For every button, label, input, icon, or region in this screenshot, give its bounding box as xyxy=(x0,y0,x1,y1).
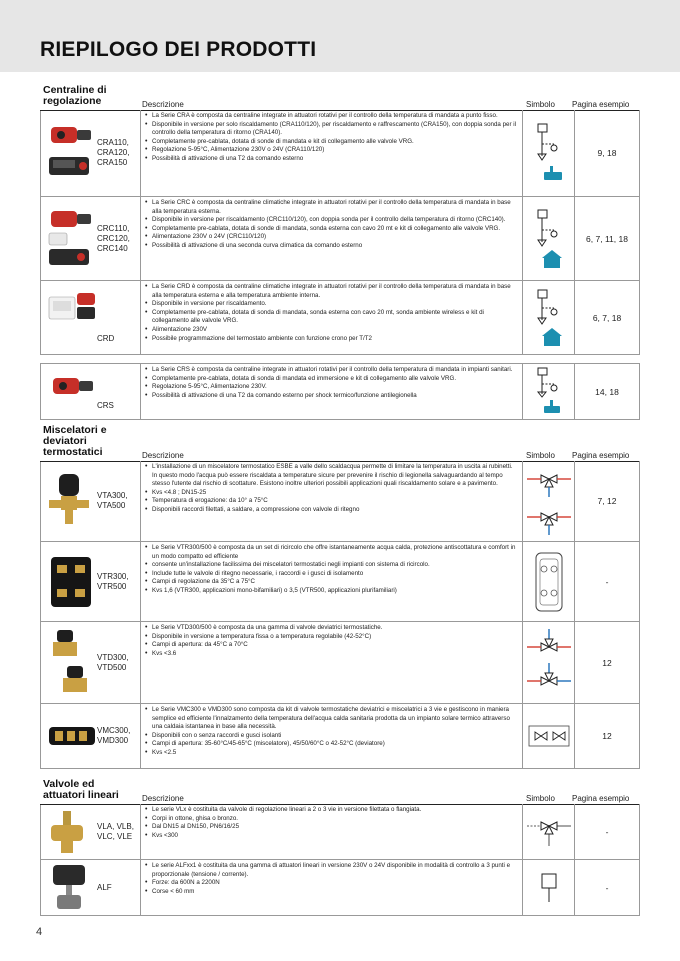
description-bullet: • Include tutte le valvole di ritegno necessarie, i raccordi e i gusci di isolamento xyxy=(145,570,518,579)
description-bullet: • Kvs 1,6 (VTR300, applicazioni mono-bifamiliari) o 3,5 (VTR500, applicazioni plurifamiliari) xyxy=(145,587,518,596)
section-miscelatori xyxy=(40,424,640,769)
section-header xyxy=(40,778,640,804)
page-reference: 9, 18 xyxy=(597,148,617,158)
page-reference: - xyxy=(605,576,609,587)
description-bullet: • Kvs <3.6 xyxy=(145,650,518,659)
description-bullet: • Kvs <2.5 xyxy=(145,749,518,758)
description-bullet: • Regolazione 5-95°C, Alimentazione 230V. xyxy=(145,383,518,392)
column-header-page: Pagina esempio xyxy=(572,794,630,803)
column-header-page: Pagina esempio xyxy=(572,451,630,460)
actuator-photo xyxy=(47,372,97,402)
page-reference: 12 xyxy=(602,657,612,668)
description-bullet: • Kvs <4.8 ; DN15-25 xyxy=(145,489,518,498)
valve-kit-symbol-icon xyxy=(525,716,573,756)
description-bullet: • Regolazione 5-95°C, Alimentazione 230V o 24V (CRA110/120) xyxy=(145,146,518,155)
product-code: ALF xyxy=(97,882,112,892)
product-code: VMC300, VMD300 xyxy=(97,726,131,745)
product-code: VTR300, VTR500 xyxy=(97,571,129,591)
table-row xyxy=(41,281,640,355)
page-reference: 6, 7, 18 xyxy=(592,312,622,323)
column-header-symbol: Simbolo xyxy=(526,100,555,109)
description-bullet: • Alimentazione 230V o 24V (CRC110/120) xyxy=(145,233,518,242)
description-bullet: • La Serie CRA è composta da centraline integrate in attuatori rotativi per il controllo della temperatura di mandata a punto fisso. xyxy=(145,112,518,121)
table-row xyxy=(41,622,640,704)
description-bullet: • Campi di apertura: da 45°C a 70°C xyxy=(145,641,518,650)
house-thermostat-symbol-icon xyxy=(532,286,566,350)
description-bullet: • Le Serie VMC300 e VMD300 sono composta da kit di valvole termostatiche deviatrici e miscelatrici a 3 vie e gestiscono in maniera semplice ed efficiente l'innalzamento della temperatura dell'acqua calda sanitaria prodotta da un impianto solare termico attraverso una caldaia istantanea in base alla necessità. xyxy=(145,706,518,732)
description-bullet: • Possibilità di attivazione di una seconda curva climatica da comando esterno xyxy=(145,242,518,251)
description-bullet: • Disponibile in versione a temperatura fissa o a temperatura regolabile (42-52°C) xyxy=(145,633,518,642)
table-row xyxy=(41,704,640,769)
column-header-symbol: Simbolo xyxy=(526,794,555,803)
description-bullet: • Le Serie VTR300/500 è composta da un set di ricircolo che offre istantaneamente acqua calda, protezione antiscottatura e comfort in un modo compatto ed efficiente xyxy=(145,544,518,561)
table-row xyxy=(41,110,640,197)
section-header xyxy=(40,84,640,110)
page-reference: 12 xyxy=(602,731,612,741)
description-bullet: • Le Serie VTD300/500 è composta da una gamma di valvole deviatrici termostatiche. xyxy=(145,624,518,633)
valve-kit-photo xyxy=(47,719,97,753)
description-bullet: • Disponibile in versione per solo riscaldamento (CRA110/120), per riscaldamento e raffrescamento (CRA150), con doppia sonda per il controllo della temperatura di ritorno (CRA140). xyxy=(145,121,518,138)
product-code: VTA300, VTA500 xyxy=(97,491,128,510)
page-reference: 14, 18 xyxy=(595,386,619,397)
description-bullet: • L'installazione di un miscelatore termostatico ESBE a valle dello scaldacqua permette di limitare la temperatura in uscita ai rubinetti. In questo modo l'acqua può essere riscaldata a temperature sicure per prevenire il rischio di legionella salvaguardando al tempo stesso l'utente dal rischio di scottature. Esistono inoltre ulteriori possibili applicazioni quali riscaldamento solare e a pavimento. xyxy=(145,463,518,489)
description-bullet: • La Serie CRD è composta da centraline climatiche integrate in attuatori rotativi per il controllo della temperatura di mandata in base alla temperatura esterna e alla temperatura ambiente interna. xyxy=(145,283,518,300)
description-bullet: • Possibile programmazione del termostato ambiente con funzione crono per T/T2 xyxy=(145,335,518,344)
section-valvole xyxy=(40,778,640,916)
column-header-symbol: Simbolo xyxy=(526,451,555,460)
description-bullet: • Completamente pre-cablata, dotata di sonde di mandata, sonda esterna con cavo 20 mt e kit di collegamento alle valvole VRG. xyxy=(145,225,518,234)
description-bullet: • Disponibile in versione per riscaldamento. xyxy=(145,300,518,309)
description-bullet: • Corse < 60 mm xyxy=(145,888,518,897)
table-row xyxy=(41,363,640,420)
tap-water-symbol-icon xyxy=(532,120,566,186)
description-bullet: • Possibilità di attivazione di una T2 da comando esterno per shock termico/funzione antilegionella xyxy=(145,392,518,401)
description-bullet: • Dal DN15 al DN150, PN6/16/25 xyxy=(145,823,518,832)
product-code: VTD300, VTD500 xyxy=(97,652,129,672)
diverting-valve-photo xyxy=(47,628,93,698)
linear-actuator-photo xyxy=(47,863,91,913)
linear-valve-symbol-icon xyxy=(525,812,573,852)
description-bullet: • Possibilità di attivazione di una T2 da comando esterno xyxy=(145,155,518,164)
mixing-valve-photo xyxy=(47,470,93,532)
section-title: Miscelatori e deviatori termostatici xyxy=(43,424,107,458)
diverting-valve-symbol-icon xyxy=(525,627,573,699)
page-reference: - xyxy=(605,826,609,837)
column-header-page: Pagina esempio xyxy=(572,100,630,109)
product-code: CRC110, CRC120, CRC140 xyxy=(97,223,130,253)
actuator-photo xyxy=(47,209,97,269)
description-bullet: • La Serie CRC è composta da centraline climatiche integrate in attuatori rotativi per il controllo della temperatura di mandata in base alla temperatura esterna. xyxy=(145,199,518,216)
product-code: VLA, VLB, VLC, VLE xyxy=(97,821,134,841)
table-row xyxy=(41,197,640,281)
table-row xyxy=(41,461,640,542)
actuator-photo xyxy=(47,289,97,333)
description-bullet: • Completamente pre-cablata, dotata di sonda di mandata, sonda esterna con cavo 20 mt, sonda ambiente wireless e kit di collegamento alle valvole VRG. xyxy=(145,309,518,326)
section-title: Valvole ed attuatori lineari xyxy=(43,778,119,801)
column-header-description: Descrizione xyxy=(142,451,184,460)
description-bullet: • consente un'installazione facilissima dei miscelatori termostatici negli impianti con sistema di ricircolo. xyxy=(145,561,518,570)
page-number: 4 xyxy=(36,926,43,938)
description-bullet: • Disponibili con o senza raccordi e gusci isolanti xyxy=(145,732,518,741)
description-bullet: • Alimentazione 230V xyxy=(145,326,518,335)
description-bullet: • Forze: da 600N a 2200N xyxy=(145,879,518,888)
description-bullet: • Completamente pre-cablata, dotata di sonda di mandata ed immersione e kit di collegamento alle valvole VRG. xyxy=(145,375,518,384)
sanitary-tap-symbol-icon xyxy=(532,366,566,418)
section-header xyxy=(40,424,640,461)
description-bullet: • Corpi in ottone, ghisa o bronzo. xyxy=(145,815,518,824)
product-code: CRD xyxy=(97,334,115,343)
page-title: RIEPILOGO DEI PRODOTTI xyxy=(40,38,317,61)
table-row xyxy=(41,542,640,622)
actuator-photo xyxy=(47,123,97,183)
description-bullet: • Disponibile in versione per riscaldamento (CRC110/120), con doppia sonda per il controllo della temperatura di ritorno (CRC140). xyxy=(145,216,518,225)
description-bullet: • Le serie VLx è costituita da valvole di regolazione lineari a 2 o 3 vie in versione filettata o flangiata. xyxy=(145,806,518,815)
recirculation-symbol-icon xyxy=(532,549,566,615)
description-bullet: • Campi di apertura: 35-60°C/45-65°C (miscelatore), 45/50/60°C o 42-52°C (deviatore) xyxy=(145,740,518,749)
mixing-valve-symbol-icon xyxy=(525,465,573,537)
table-row xyxy=(41,860,640,916)
product-code: CRS xyxy=(97,401,114,410)
page-reference: 6, 7, 11, 18 xyxy=(586,233,628,244)
description-bullet: • Kvs <300 xyxy=(145,832,518,841)
description-bullet: • Temperatura di erogazione: da 10° a 75°C xyxy=(145,497,518,506)
description-bullet: • Campi di regolazione da 35°C a 75°C xyxy=(145,578,518,587)
actuator-symbol-icon xyxy=(532,868,566,908)
column-header-description: Descrizione xyxy=(142,100,184,109)
section-centraline xyxy=(40,84,640,420)
house-heating-symbol-icon xyxy=(532,206,566,272)
description-bullet: • Completamente pre-cablata, dotata di sonde di mandata e kit di collegamento alle valvole VRG. xyxy=(145,138,518,147)
table-row xyxy=(41,804,640,860)
description-bullet: • Le serie ALFxx1 è costituita da una gamma di attuatori lineari in versione 230V o 24V disponibile in modalità di controllo a 3 punti e proporzionale (tensione / corrente). xyxy=(145,862,518,879)
product-code: CRA110, CRA120, CRA150 xyxy=(97,138,130,167)
description-bullet: • Disponibili raccordi filettati, a saldare, a compressione con valvole di ritegno xyxy=(145,506,518,515)
page-reference: 7, 12 xyxy=(597,496,617,506)
recirculation-set-photo xyxy=(47,551,95,613)
column-header-description: Descrizione xyxy=(142,794,184,803)
linear-valve-photo xyxy=(47,807,87,857)
description-bullet: • La Serie CRS è composta da centraline integrate in attuatori rotativi per il controllo della temperatura di mandata in impianti sanitari. xyxy=(145,366,518,375)
page-reference: - xyxy=(605,882,609,893)
section-title: Centraline di regolazione xyxy=(43,84,107,107)
